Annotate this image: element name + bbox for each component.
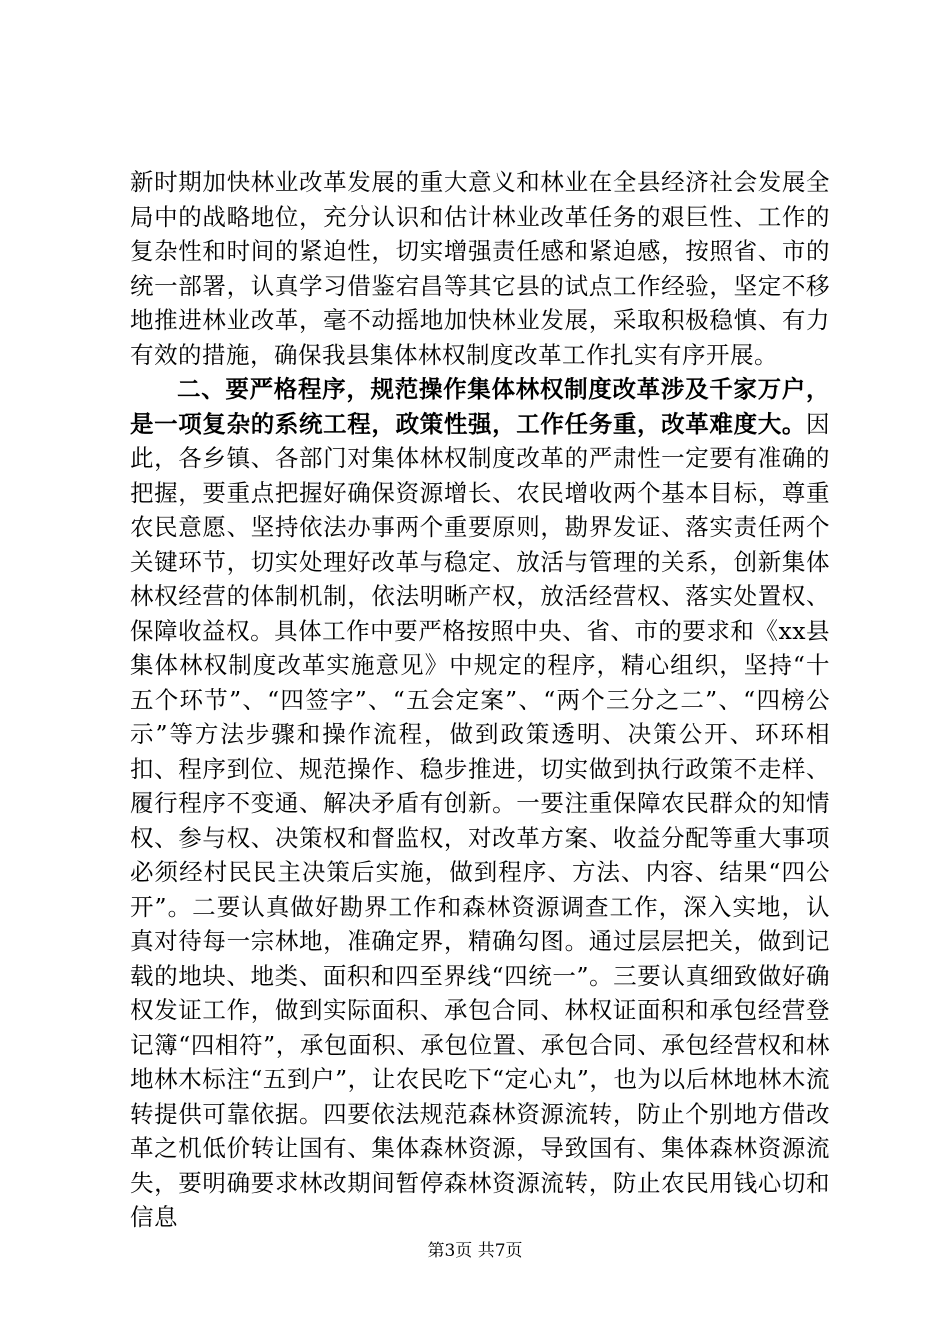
paragraph-continued: 新时期加快林业改革发展的重大意义和林业在全县经济社会发展全局中的战略地位，充分认识和估计林业改革任务的艰巨性、工作的复杂性和时间的紧迫性，切实增强责任感和紧迫感，按照省、市的统一部署，认真学习借鉴宕昌等其它县的试点工作经验，坚定不移地推进林业改革，毫不动摇地加快林业发展，采取积极稳慎、有力有效的措施，确保我县集体林权制度改革工作扎实有序开展。 [130,168,830,369]
paragraph-section-two [130,372,830,1235]
section-two-body: 因此，各乡镇、各部门对集体林权制度改革的严肃性一定要有准确的把握，要重点把握好确保资源增长、农民增收两个基本目标，尊重农民意愿、坚持依法办事两个重要原则，勘界发证、落实责任两个关键环节，切实处理好改革与稳定、放活与管理的关系，创新集体林权经营的体制机制，依法明晰产权，放活经营权、落实处置权、保障收益权。具体工作中要严格按照中央、省、市的要求和《xx县集体林权制度改革实施意见》中规定的程序，精心组织，坚持“十五个环节”、“四签字”、“五会定案”、“两个三分之二”、“四榜公示”等方法步骤和操作流程，做到政策透明、决策公开、环环相扣、程序到位、规范操作、稳步推进，切实做到执行政策不走样、履行程序不变通、解决矛盾有创新。一要注重保障农民群众的知情权、参与权、决策权和督监权，对改革方案、收益分配等重大事项必须经村民民主决策后实施，做到程序、方法、内容、结果“四公开”。二要认真做好勘界工作和森林资源调查工作，深入实地，认真对待每一宗林地，准确定界，精确勾图。通过层层把关，做到记载的地块、地类、面积和四至界线“四统一”。三要认真细致做好确权发证工作，做到实际面积、承包合同、林权证面积和承包经营登记簿“四相符”，承包面积、承包位置、承包合同、承包经营权和林地林木标注“五到户”，让农民吃下“定心丸”，也为以后林地林木流转提供可靠依据。四要依法规范森林资源流转，防止个别地方借改革之机低价转让国有、集体森林资源，导致国有、集体森林资源流失，要明确要求林改期间暂停森林资源流转，防止农民用钱心切和信息 [130,409,830,1231]
page-footer: 第3页 共7页 [427,1241,523,1261]
section-two-heading: 二、要严格程序，规范操作集体林权制度改革涉及千家万户，是一项复杂的系统工程，政策性强，工作任务重，改革难度大。 [130,375,830,438]
document-body [130,165,830,1235]
